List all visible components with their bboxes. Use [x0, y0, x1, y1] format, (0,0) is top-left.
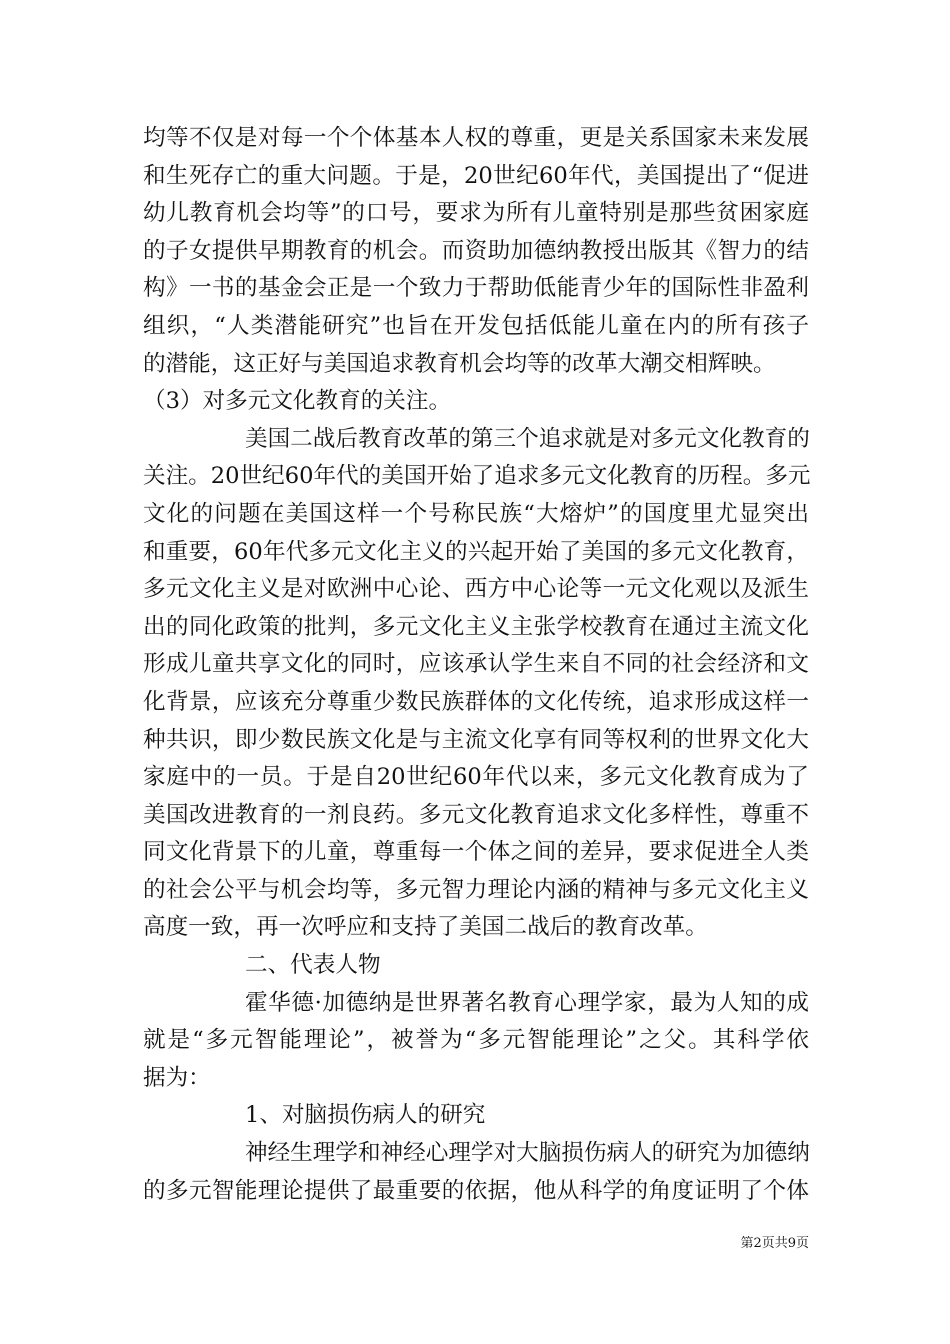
- text-line: 形成儿童共享文化的同时，应该承认学生来自不同的社会经济和文: [143, 651, 809, 678]
- text-line: 的子女提供早期教育的机会。而资助加德纳教授出版其《智力的结: [143, 237, 809, 264]
- text-line: 的社会公平与机会均等，多元智力理论内涵的精神与多元文化主义: [143, 876, 809, 903]
- text-line: 美国改进教育的一剂良药。多元文化教育追求文化多样性，尊重不: [143, 801, 809, 828]
- text-line: 幼儿教育机会均等”的口号，要求为所有儿童特别是那些贫困家庭: [143, 200, 809, 227]
- text-line: 和重要，60年代多元文化主义的兴起开始了美国的多元文化教育，: [143, 538, 809, 565]
- document-body: [143, 120, 809, 1210]
- text-line: 构》一书的基金会正是一个致力于帮助低能青少年的国际性非盈利: [143, 275, 809, 302]
- page-number: 第2页共9页: [740, 1236, 809, 1251]
- text-line: 同文化背景下的儿童，尊重每一个体之间的差异，要求促进全人类: [143, 839, 809, 866]
- text-line: 组织，“人类潜能研究”也旨在开发包括低能儿童在内的所有孩子: [143, 312, 809, 339]
- text-line: 高度一致，再一次呼应和支持了美国二战后的教育改革。: [143, 914, 708, 941]
- text-line: 关注。20世纪60年代的美国开始了追求多元文化教育的历程。多元: [143, 463, 811, 490]
- text-line: 化背景，应该充分尊重少数民族群体的文化传统，追求形成这样一: [143, 688, 809, 715]
- text-line: 的多元智能理论提供了最重要的依据，他从科学的角度证明了个体: [143, 1177, 809, 1204]
- section-heading: （3）对多元文化教育的关注。: [143, 388, 452, 415]
- text-line: 的潜能，这正好与美国追求教育机会均等的改革大潮交相辉映。: [143, 350, 776, 377]
- paragraph-start: 霍华德·加德纳是世界著名教育心理学家，最为人知的成: [245, 989, 809, 1016]
- text-line: 多元文化主义是对欧洲中心论、西方中心论等一元文化观以及派生: [143, 576, 809, 603]
- text-line: 和生死存亡的重大问题。于是，20世纪60年代，美国提出了“促进: [143, 162, 809, 189]
- subsection-heading: 1、对脑损伤病人的研究: [245, 1102, 486, 1129]
- section-heading: 二、代表人物: [245, 952, 381, 979]
- text-line: 家庭中的一员。于是自20世纪60年代以来，多元文化教育成为了: [143, 764, 809, 791]
- text-line: 种共识，即少数民族文化是与主流文化享有同等权利的世界文化大: [143, 726, 809, 753]
- text-line: 出的同化政策的批判，多元文化主义主张学校教育在通过主流文化: [143, 613, 809, 640]
- paragraph-start: 美国二战后教育改革的第三个追求就是对多元文化教育的: [245, 425, 810, 452]
- text-line: 据为：: [143, 1064, 211, 1091]
- paragraph-start: 神经生理学和神经心理学对大脑损伤病人的研究为加德纳: [245, 1140, 810, 1167]
- text-line: 就是“多元智能理论”，被誉为“多元智能理论”之父。其科学依: [143, 1027, 809, 1054]
- text-line: 文化的问题在美国这样一个号称民族“大熔炉”的国度里尤显突出: [143, 500, 809, 527]
- text-line: 均等不仅是对每一个个体基本人权的尊重，更是关系国家未来发展: [143, 125, 809, 151]
